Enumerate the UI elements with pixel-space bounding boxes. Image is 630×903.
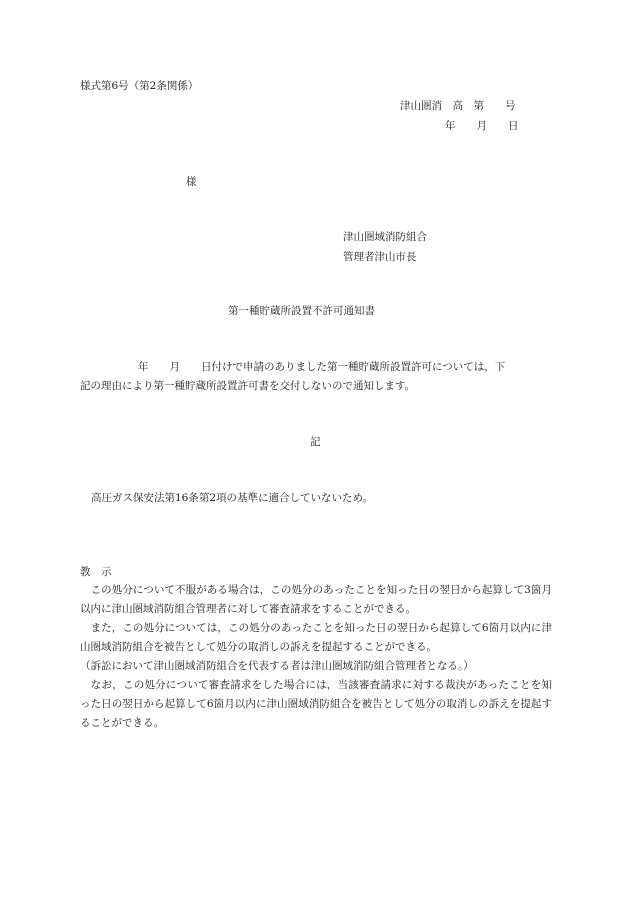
sender-title: 管理者津山市長 — [343, 251, 417, 263]
instruction-heading: 教 示 — [80, 566, 112, 578]
body-line-2: 記の理由により第一種貯蔵所設置許可書を交付しないので通知します。 — [80, 380, 416, 392]
document-title: 第一種貯蔵所設置不許可通知書 — [228, 305, 375, 317]
ki-heading: 記 — [310, 436, 321, 448]
body-line-1: 年 月 日付けで申請のありました第一種貯蔵所設置許可については，下 — [138, 361, 506, 373]
instruction-paragraph-2: また，この処分については，この処分のあったことを知った日の翌日から起算して6箇月以内に津山圏域消防組合を被告として処分の取消しの訴えを提起することができる。 — [80, 622, 552, 653]
issue-date: 年 月 日 — [445, 120, 519, 132]
instruction-paragraph-3: （訴訟において津山圏域消防組合を代表する者は津山圏域消防組合管理者となる。） — [80, 660, 474, 672]
instruction-paragraph-1: この処分について不服がある場合は，この処分のあったことを知った日の翌日から起算して3箇月以内に津山圏域消防組合管理者に対して審査請求をすることができる。 — [80, 584, 552, 615]
sender-organization: 津山圏域消防組合 — [343, 231, 427, 243]
addressee-suffix: 様 — [186, 176, 197, 188]
document-number: 津山圏消 高 第 号 — [400, 100, 516, 112]
form-label: 様式第6号（第2条関係） — [80, 80, 199, 92]
reason-text: 高圧ガス保安法第16条第2項の基準に適合していないため。 — [91, 492, 374, 504]
instruction-paragraph-4: なお，この処分について審査請求をした場合には，当該審査請求に対する裁決があったことを知った日の翌日から起算して6箇月以内に津山圏域消防組合を被告として処分の取消しの訴えを提起することができる。 — [80, 679, 552, 729]
